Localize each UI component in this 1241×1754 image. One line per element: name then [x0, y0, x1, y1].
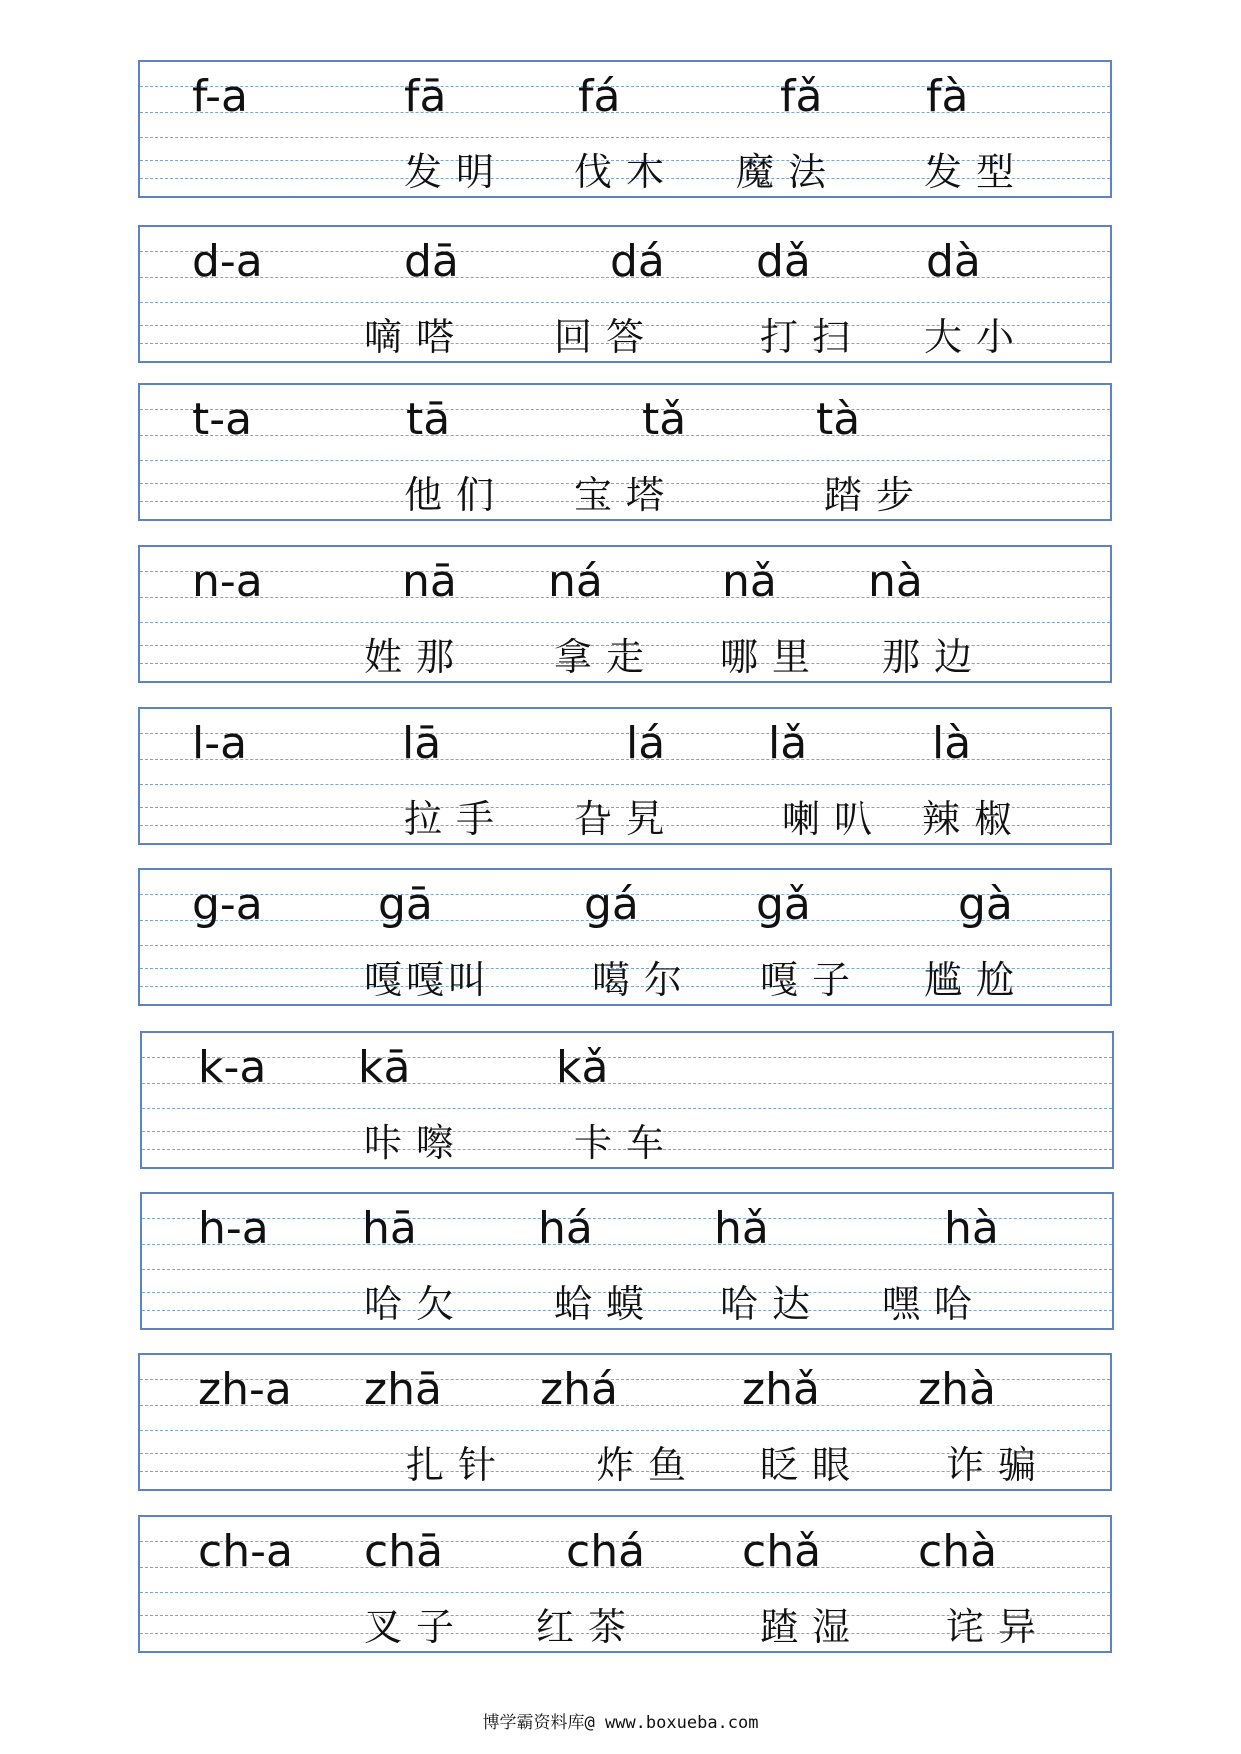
example-word: 扎针 [406, 1443, 511, 1487]
example-word: 咔嚓 [364, 1121, 469, 1165]
initial-final-label: ch-a [198, 1526, 293, 1577]
initial-final-label: zh-a [198, 1364, 292, 1415]
example-word: 姓那 [364, 635, 469, 679]
example-word: 嘎子 [760, 958, 865, 1002]
syllable: kǎ [556, 1042, 609, 1093]
example-word: 炸鱼 [596, 1443, 701, 1487]
row-n-a [138, 545, 1112, 683]
syllable: zhà [918, 1364, 996, 1415]
syllable: dà [926, 236, 981, 287]
example-word: 嘎嘎叫 [364, 958, 491, 1002]
syllable: gǎ [756, 879, 811, 930]
example-word: 宝塔 [574, 473, 679, 517]
syllable: là [932, 718, 972, 769]
syllable: tā [406, 394, 451, 445]
example-word: 嘀嗒 [364, 315, 469, 359]
syllable: zhá [540, 1364, 618, 1415]
syllable: nà [868, 556, 923, 607]
syllable: lá [626, 718, 666, 769]
syllable: tà [816, 394, 861, 445]
syllable: gà [958, 879, 1013, 930]
row-t-a [138, 383, 1112, 521]
initial-final-label: k-a [198, 1042, 267, 1093]
example-word: 大小 [924, 315, 1029, 359]
syllable: ná [548, 556, 603, 607]
example-word: 哈欠 [364, 1282, 469, 1326]
row-f-a [138, 60, 1112, 198]
syllable: fá [578, 71, 621, 122]
example-word: 诈骗 [946, 1443, 1051, 1487]
example-word: 踏步 [824, 473, 929, 517]
initial-final-label: t-a [192, 394, 253, 445]
example-word: 尴尬 [924, 958, 1029, 1002]
syllable: fǎ [780, 71, 823, 122]
syllable: dā [404, 236, 459, 287]
syllable: fā [404, 71, 447, 122]
syllable: nǎ [722, 556, 777, 607]
syllable: nā [402, 556, 457, 607]
example-word: 喇叭 [782, 797, 887, 841]
example-word: 蹅湿 [760, 1605, 865, 1649]
syllable: hā [362, 1203, 417, 1254]
example-word: 打扫 [760, 315, 865, 359]
example-word: 辣椒 [922, 797, 1027, 841]
row-l-a [138, 707, 1112, 845]
syllable: kā [358, 1042, 411, 1093]
syllable: chá [566, 1526, 646, 1577]
syllable: hǎ [714, 1203, 769, 1254]
example-word: 他们 [404, 473, 509, 517]
example-word: 红茶 [536, 1605, 641, 1649]
initial-final-label: f-a [192, 71, 248, 122]
example-word: 伐木 [574, 150, 679, 194]
example-word: 眨眼 [760, 1443, 865, 1487]
example-word: 嘿哈 [882, 1282, 987, 1326]
example-word: 发明 [404, 150, 509, 194]
example-word: 发型 [924, 150, 1029, 194]
initial-final-label: d-a [192, 236, 263, 287]
example-word: 拉手 [404, 797, 509, 841]
syllable: chā [364, 1526, 444, 1577]
example-word: 蛤蟆 [554, 1282, 659, 1326]
syllable: dǎ [756, 236, 811, 287]
syllable: fà [926, 71, 969, 122]
example-word: 哈达 [720, 1282, 825, 1326]
row-k-a [140, 1031, 1114, 1169]
row-h-a [140, 1192, 1114, 1330]
example-word: 哪里 [720, 635, 825, 679]
syllable: zhā [364, 1364, 442, 1415]
example-word: 叉子 [364, 1605, 469, 1649]
syllable: lā [402, 718, 442, 769]
syllable: lǎ [768, 718, 808, 769]
syllable: tǎ [642, 394, 687, 445]
example-word: 卡车 [574, 1121, 679, 1165]
syllable: chà [918, 1526, 998, 1577]
example-word: 拿走 [554, 635, 659, 679]
example-word: 回答 [554, 315, 659, 359]
initial-final-label: h-a [198, 1203, 269, 1254]
initial-final-label: g-a [192, 879, 263, 930]
initial-final-label: l-a [192, 718, 248, 769]
syllable: dá [610, 236, 665, 287]
example-word: 噶尔 [592, 958, 697, 1002]
example-word: 魔法 [736, 150, 841, 194]
footer-source: 博学霸资料库@ www.boxueba.com [482, 1713, 759, 1733]
example-word: 诧异 [946, 1605, 1051, 1649]
initial-final-label: n-a [192, 556, 263, 607]
example-word: 旮旯 [574, 797, 679, 841]
syllable: gá [584, 879, 639, 930]
syllable: gā [378, 879, 433, 930]
row-g-a [138, 868, 1112, 1006]
syllable: hà [944, 1203, 999, 1254]
row-zh-a [138, 1353, 1112, 1491]
example-word: 那边 [882, 635, 987, 679]
syllable: há [538, 1203, 593, 1254]
syllable: chǎ [742, 1526, 822, 1577]
row-d-a [138, 225, 1112, 363]
syllable: zhǎ [742, 1364, 820, 1415]
row-ch-a [138, 1515, 1112, 1653]
